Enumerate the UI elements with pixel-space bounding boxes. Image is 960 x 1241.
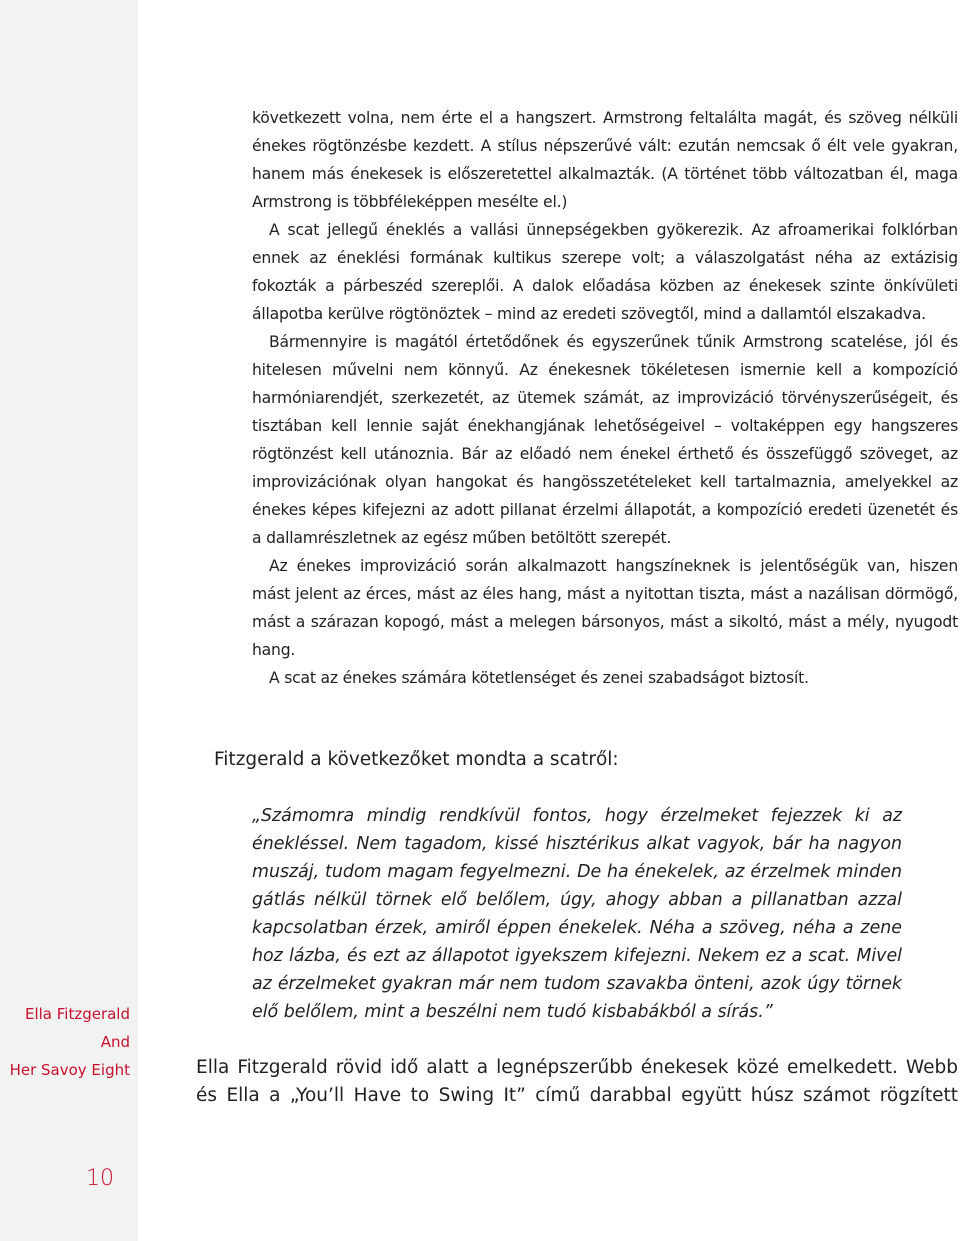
paragraph-1: következett volna, nem érte el a hangszert. Armstrong feltalálta magát, és szöveg nélküli énekes rögtönzésbe kezdett. A stílus népszerűvé vált: ezután nemcsak ő élt vele gyakran, hanem más énekesek is előszeretettel alkalmazták. (A történet több változatban él, maga Armstrong is többféleképpen mesélte el.) xyxy=(252,109,958,211)
body-text xyxy=(252,104,958,692)
closing-paragraph: Ella Fitzgerald rövid idő alatt a legnépszerűbb énekesek közé emelkedett. Webb és Ella a „You’ll Have to Swing It” című darabbal együtt húsz számot rögzített xyxy=(196,1057,958,1106)
quote-intro: Fitzgerald a következőket mondta a scatről: xyxy=(214,749,619,770)
caption-line-1: Ella Fitzgerald And xyxy=(24,1005,130,1051)
paragraph-3: Bármennyire is magától értetődőnek és egyszerűnek tűnik Armstrong scatelése, jól és hitelesen művelni nem könnyű. Az énekesnek tökéletesen ismernie kell a kompozíció harmóniarendjét, szerkezetét, az ütemek számát, az improvizáció törvényszerűségeit, és tisztában kell lennie saját énekhangjának lehetőségeivel – voltaképpen egy hangszeres rögtönzést kell utánoznia. Bár az előadó nem énekel érthető és összefüggő szöveget, az improvizációnak olyan hangokat és hangösszetételeket kell tartalmaznia, amelyekkel az énekes képes kifejezni az adott pillanat érzelmi állapotát, a kompozíció eredeti üzenetét és a dallamrészletnek az egész műben betöltött szerepét. xyxy=(252,333,958,547)
sidebar-panel xyxy=(0,0,138,1241)
paragraph-2: A scat jellegű éneklés a vallási ünnepségekben gyökerezik. Az afroamerikai folklórban ennek az éneklési formának kultikus szerepe volt; a válaszolgatást néha az extázisig fokozták a párbeszéd szereplői. A dalok előadása közben az énekesek szinte önkívületi állapotba kerülve rögtönöztek – mind az eredeti szövegtől, mind a dallamtól elszakadva. xyxy=(252,221,958,323)
caption-line-2: Her Savoy Eight xyxy=(9,1061,130,1079)
paragraph-4: Az énekes improvizáció során alkalmazott hangszíneknek is jelentőségük van, hiszen mást jelent az érces, mást az éles hang, mást a nyitottan tiszta, mást a nazálisan dörmögő, mást a szárazan kopogó, mást a melegen bársonyos, mást a sikoltó, mást a mély, nyugodt hang. xyxy=(252,557,958,659)
image-caption xyxy=(0,1000,130,1084)
paragraph-5: A scat az énekes számára kötetlenséget és zenei szabadságot biztosít. xyxy=(269,669,809,687)
page-number: 10 xyxy=(86,1166,114,1191)
block-quote: „Számomra mindig rendkívül fontos, hogy érzelmeket fejezzek ki az énekléssel. Nem tagadom, kissé hisztérikus alkat vagyok, bár ha nagyon muszáj, tudom magam fegyelmezni. De ha énekelek, az érzelmek minden gátlás nélkül törnek elő belőlem, úgy, ahogy abban a pillanatban azzal kapcsolatban érzek, amiről éppen énekelek. Néha a szöveg, néha a zene hoz lázba, és ezt az állapotot igyekszem kifejezni. Nekem ez a scat. Mivel az érzelmeket gyakran már nem tudom szavakba önteni, azok úgy törnek elő belőlem, mint a beszélni nem tudó kisbabákból a sírás.” xyxy=(252,806,902,1022)
